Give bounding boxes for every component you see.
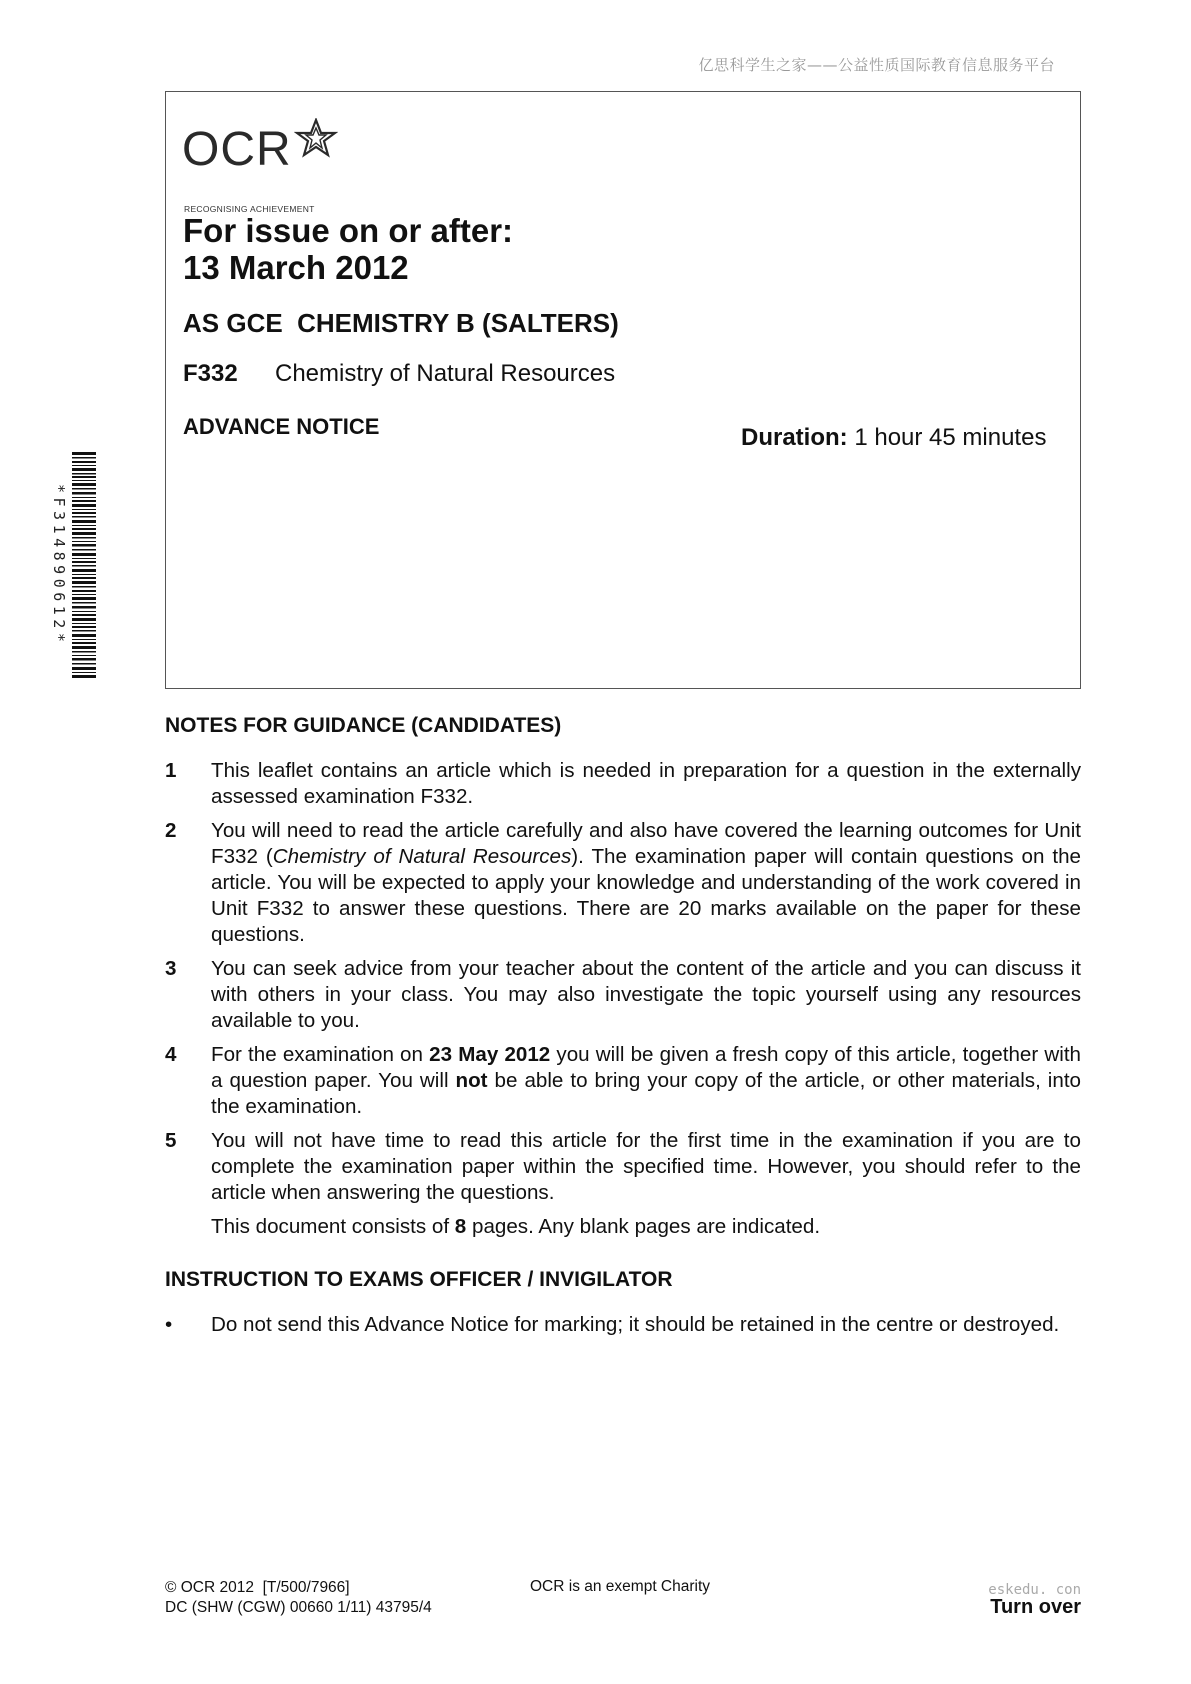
advance-notice-label: ADVANCE NOTICE <box>183 414 380 439</box>
duration <box>741 424 1046 452</box>
note-text: You will not have time to read this article for the first time in the examination if you are to complete the examination paper within the specified time. However, you should refer to the article when answering the questions. <box>211 1129 1081 1204</box>
note-item <box>165 758 1081 810</box>
footer-copyright: © OCR 2012 [T/500/7966] <box>165 1579 350 1596</box>
footer-charity: OCR is an exempt Charity <box>530 1578 711 1595</box>
cover-box <box>165 91 1081 689</box>
exam-date: 23 May 2012 <box>429 1043 551 1066</box>
footer-watermark: eskedu. con <box>988 1582 1081 1598</box>
instruction-text: Do not send this Advance Notice for marking; it should be retained in the centre or destroyed. <box>211 1313 1060 1336</box>
barcode <box>42 452 96 678</box>
note-text: be able to bring your copy of the article, or other materials, into the examination. <box>211 1069 1081 1118</box>
ocr-logo <box>182 118 382 214</box>
star-logo-icon <box>294 118 338 158</box>
note-emphasis: not <box>455 1069 488 1092</box>
note-text: you will be given a fresh copy of this article, together with a question paper. You will <box>211 1043 1082 1092</box>
footer-left <box>165 1578 432 1618</box>
page-count: 8 <box>454 1215 467 1238</box>
notes-list <box>165 758 1081 1240</box>
unit-title: Chemistry of Natural Resources <box>275 360 616 387</box>
logo-text: OCR <box>182 123 292 176</box>
instruction-list <box>165 1312 1081 1338</box>
note-item <box>165 1128 1081 1206</box>
note-number: 2 <box>165 819 177 842</box>
bullet-icon: • <box>165 1313 173 1336</box>
note-text: This leaflet contains an article which is needed in preparation for a question in the externally assessed examination F332. <box>211 759 1081 808</box>
note-item <box>165 818 1081 948</box>
note-text: ). The examination paper will contain questions on the article. You will be expected to apply your knowledge and understanding of the work covered in Unit F332 to answer these questions. There are 20 marks available on the paper for these questions. <box>211 845 1081 946</box>
note-text: You will need to read the article carefully and also have covered the learning outcomes for Unit F332 ( <box>211 819 1081 868</box>
unit-code: F332 <box>183 360 238 387</box>
notes-heading: NOTES FOR GUIDANCE (CANDIDATES) <box>165 714 562 737</box>
issue-line-2: 13 March 2012 <box>183 249 409 286</box>
issue-date-heading <box>183 212 513 286</box>
footer-code: DC (SHW (CGW) 00660 1/11) 43795/4 <box>165 1599 432 1616</box>
turn-over-label: Turn over <box>990 1596 1081 1618</box>
unit-row <box>183 360 616 388</box>
instruction-heading: INSTRUCTION TO EXAMS OFFICER / INVIGILATOR <box>165 1268 673 1291</box>
page-count-text: pages. Any blank pages are indicated. <box>466 1215 821 1238</box>
issue-line-1: For issue on or after: <box>183 212 514 249</box>
instruction-item <box>165 1312 1081 1338</box>
barcode-bars <box>72 452 96 678</box>
note-text: You can seek advice from your teacher about the content of the article and you can discuss it with others in your class. You may also investigate the topic yourself using any resources available to you. <box>211 957 1081 1032</box>
logo-tagline: RECOGNISING ACHIEVEMENT <box>184 204 315 214</box>
duration-label: Duration: <box>741 424 848 451</box>
note-number: 5 <box>165 1129 177 1152</box>
note-number: 1 <box>165 759 177 782</box>
note-number: 4 <box>165 1043 177 1066</box>
qualification-title: AS GCE CHEMISTRY B (SALTERS) <box>183 308 619 338</box>
note-text: For the examination on <box>211 1043 430 1066</box>
note-text-italic: Chemistry of Natural Resources <box>272 845 572 868</box>
page-count-text: This document consists of <box>211 1215 455 1238</box>
note-item <box>165 1042 1081 1120</box>
duration-value: 1 hour 45 minutes <box>847 424 1047 451</box>
note-item <box>165 956 1081 1034</box>
barcode-text: *F314890612* <box>50 483 68 647</box>
page-count-note <box>165 1214 1081 1240</box>
note-number: 3 <box>165 957 177 980</box>
header-watermark: 亿思科学生之家——公益性质国际教育信息服务平台 <box>698 56 1055 74</box>
